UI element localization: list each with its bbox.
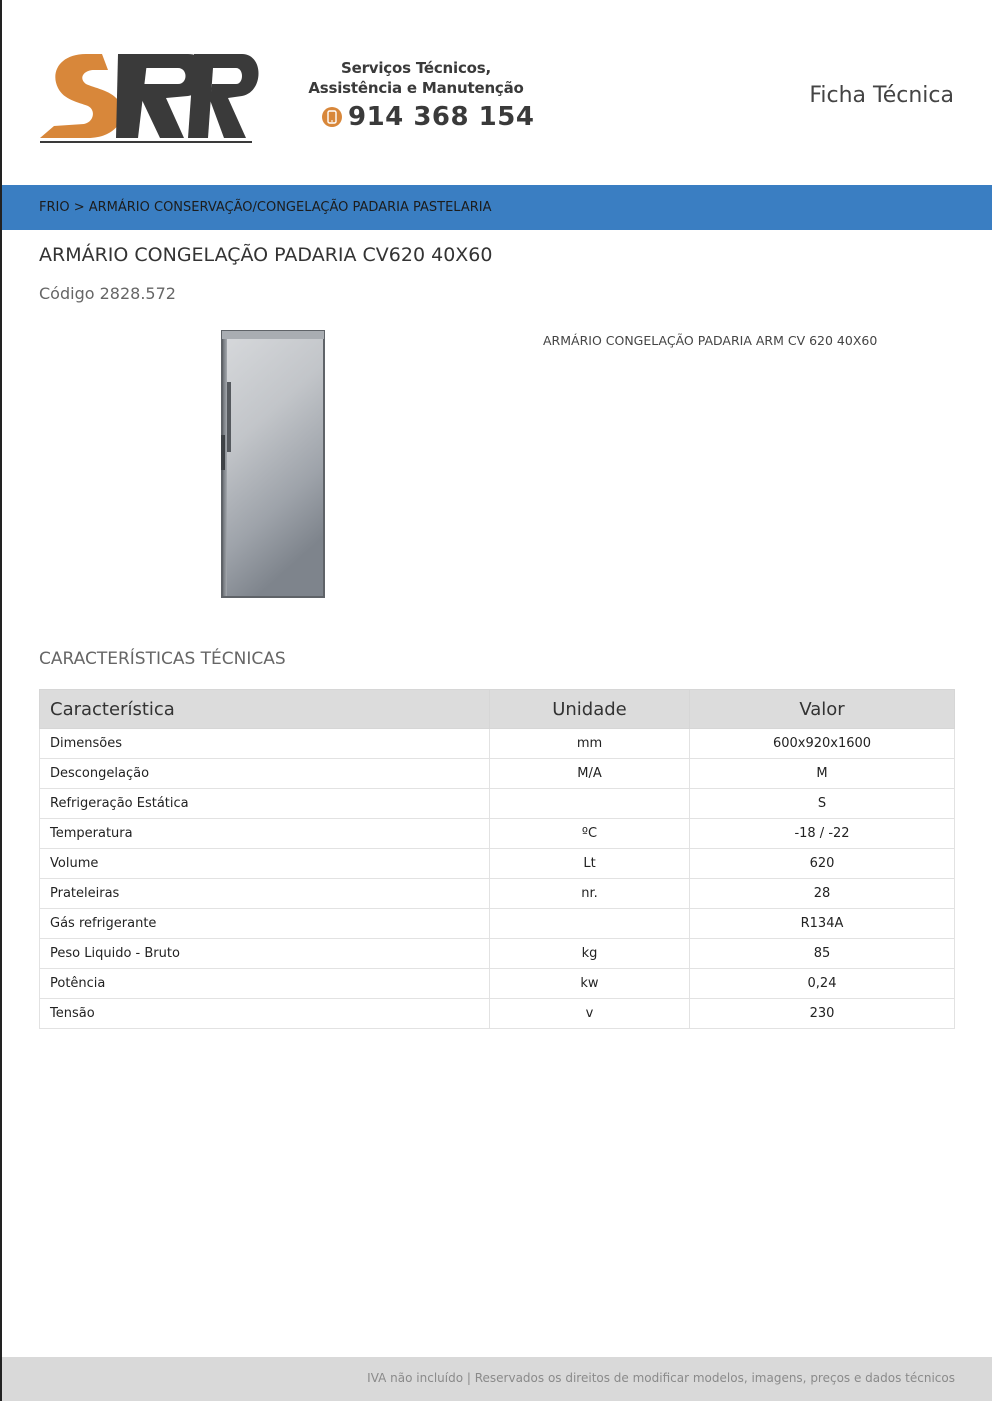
cell-unit: v: [490, 999, 690, 1029]
header-value: Valor: [690, 690, 955, 729]
cell-characteristic: Prateleiras: [40, 879, 490, 909]
document-type-title: Ficha Técnica: [809, 83, 954, 108]
specs-section-title: CARACTERÍSTICAS TÉCNICAS: [39, 649, 286, 669]
phone-contact: [322, 102, 534, 132]
phone-number: 914 368 154: [348, 102, 535, 132]
header-characteristic: Característica: [40, 690, 490, 729]
footer-disclaimer: IVA não incluído | Reservados os direitos de modificar modelos, imagens, preços e dados técnicos: [367, 1371, 955, 1385]
cell-characteristic: Peso Liquido - Bruto: [40, 939, 490, 969]
table-row: [40, 759, 955, 789]
breadcrumb[interactable]: FRIO > ARMÁRIO CONSERVAÇÃO/CONGELAÇÃO PADARIA PASTELARIA: [39, 200, 492, 215]
cell-value: -18 / -22: [690, 819, 955, 849]
cell-unit: Lt: [490, 849, 690, 879]
product-image: [221, 330, 325, 598]
phone-icon: [322, 107, 342, 127]
cell-value: 230: [690, 999, 955, 1029]
table-row: [40, 849, 955, 879]
table-header-row: [40, 690, 955, 729]
cell-unit: nr.: [490, 879, 690, 909]
cell-characteristic: Temperatura: [40, 819, 490, 849]
table-row: [40, 819, 955, 849]
cell-unit: kw: [490, 969, 690, 999]
table-row: [40, 969, 955, 999]
cell-characteristic: Tensão: [40, 999, 490, 1029]
cell-characteristic: Gás refrigerante: [40, 909, 490, 939]
cell-unit: [490, 909, 690, 939]
cell-value: M: [690, 759, 955, 789]
cell-characteristic: Dimensões: [40, 729, 490, 759]
table-row: [40, 879, 955, 909]
cell-value: R134A: [690, 909, 955, 939]
header-unit: Unidade: [490, 690, 690, 729]
table-row: [40, 729, 955, 759]
tagline-line-1: Serviços Técnicos,: [341, 59, 491, 77]
footer-bar: [2, 1357, 992, 1401]
cell-unit: kg: [490, 939, 690, 969]
cell-value: 600x920x1600: [690, 729, 955, 759]
tagline-line-2: Assistência e Manutenção: [308, 79, 524, 97]
cell-unit: mm: [490, 729, 690, 759]
table-row: [40, 999, 955, 1029]
table-row: [40, 789, 955, 819]
table-row: [40, 909, 955, 939]
specs-table: [39, 689, 955, 1029]
breadcrumb-bar: [2, 185, 992, 230]
cell-value: S: [690, 789, 955, 819]
cell-unit: M/A: [490, 759, 690, 789]
cell-characteristic: Refrigeração Estática: [40, 789, 490, 819]
cell-characteristic: Volume: [40, 849, 490, 879]
cell-characteristic: Descongelação: [40, 759, 490, 789]
cell-unit: ºC: [490, 819, 690, 849]
product-title: ARMÁRIO CONGELAÇÃO PADARIA CV620 40X60: [39, 244, 493, 266]
cell-value: 85: [690, 939, 955, 969]
cell-value: 28: [690, 879, 955, 909]
service-tagline: [300, 58, 532, 98]
cell-value: 0,24: [690, 969, 955, 999]
company-logo: [38, 48, 260, 148]
product-code: Código 2828.572: [39, 284, 176, 303]
cell-value: 620: [690, 849, 955, 879]
cell-unit: [490, 789, 690, 819]
table-row: [40, 939, 955, 969]
cell-characteristic: Potência: [40, 969, 490, 999]
product-description: ARMÁRIO CONGELAÇÃO PADARIA ARM CV 620 40X60: [543, 333, 878, 348]
